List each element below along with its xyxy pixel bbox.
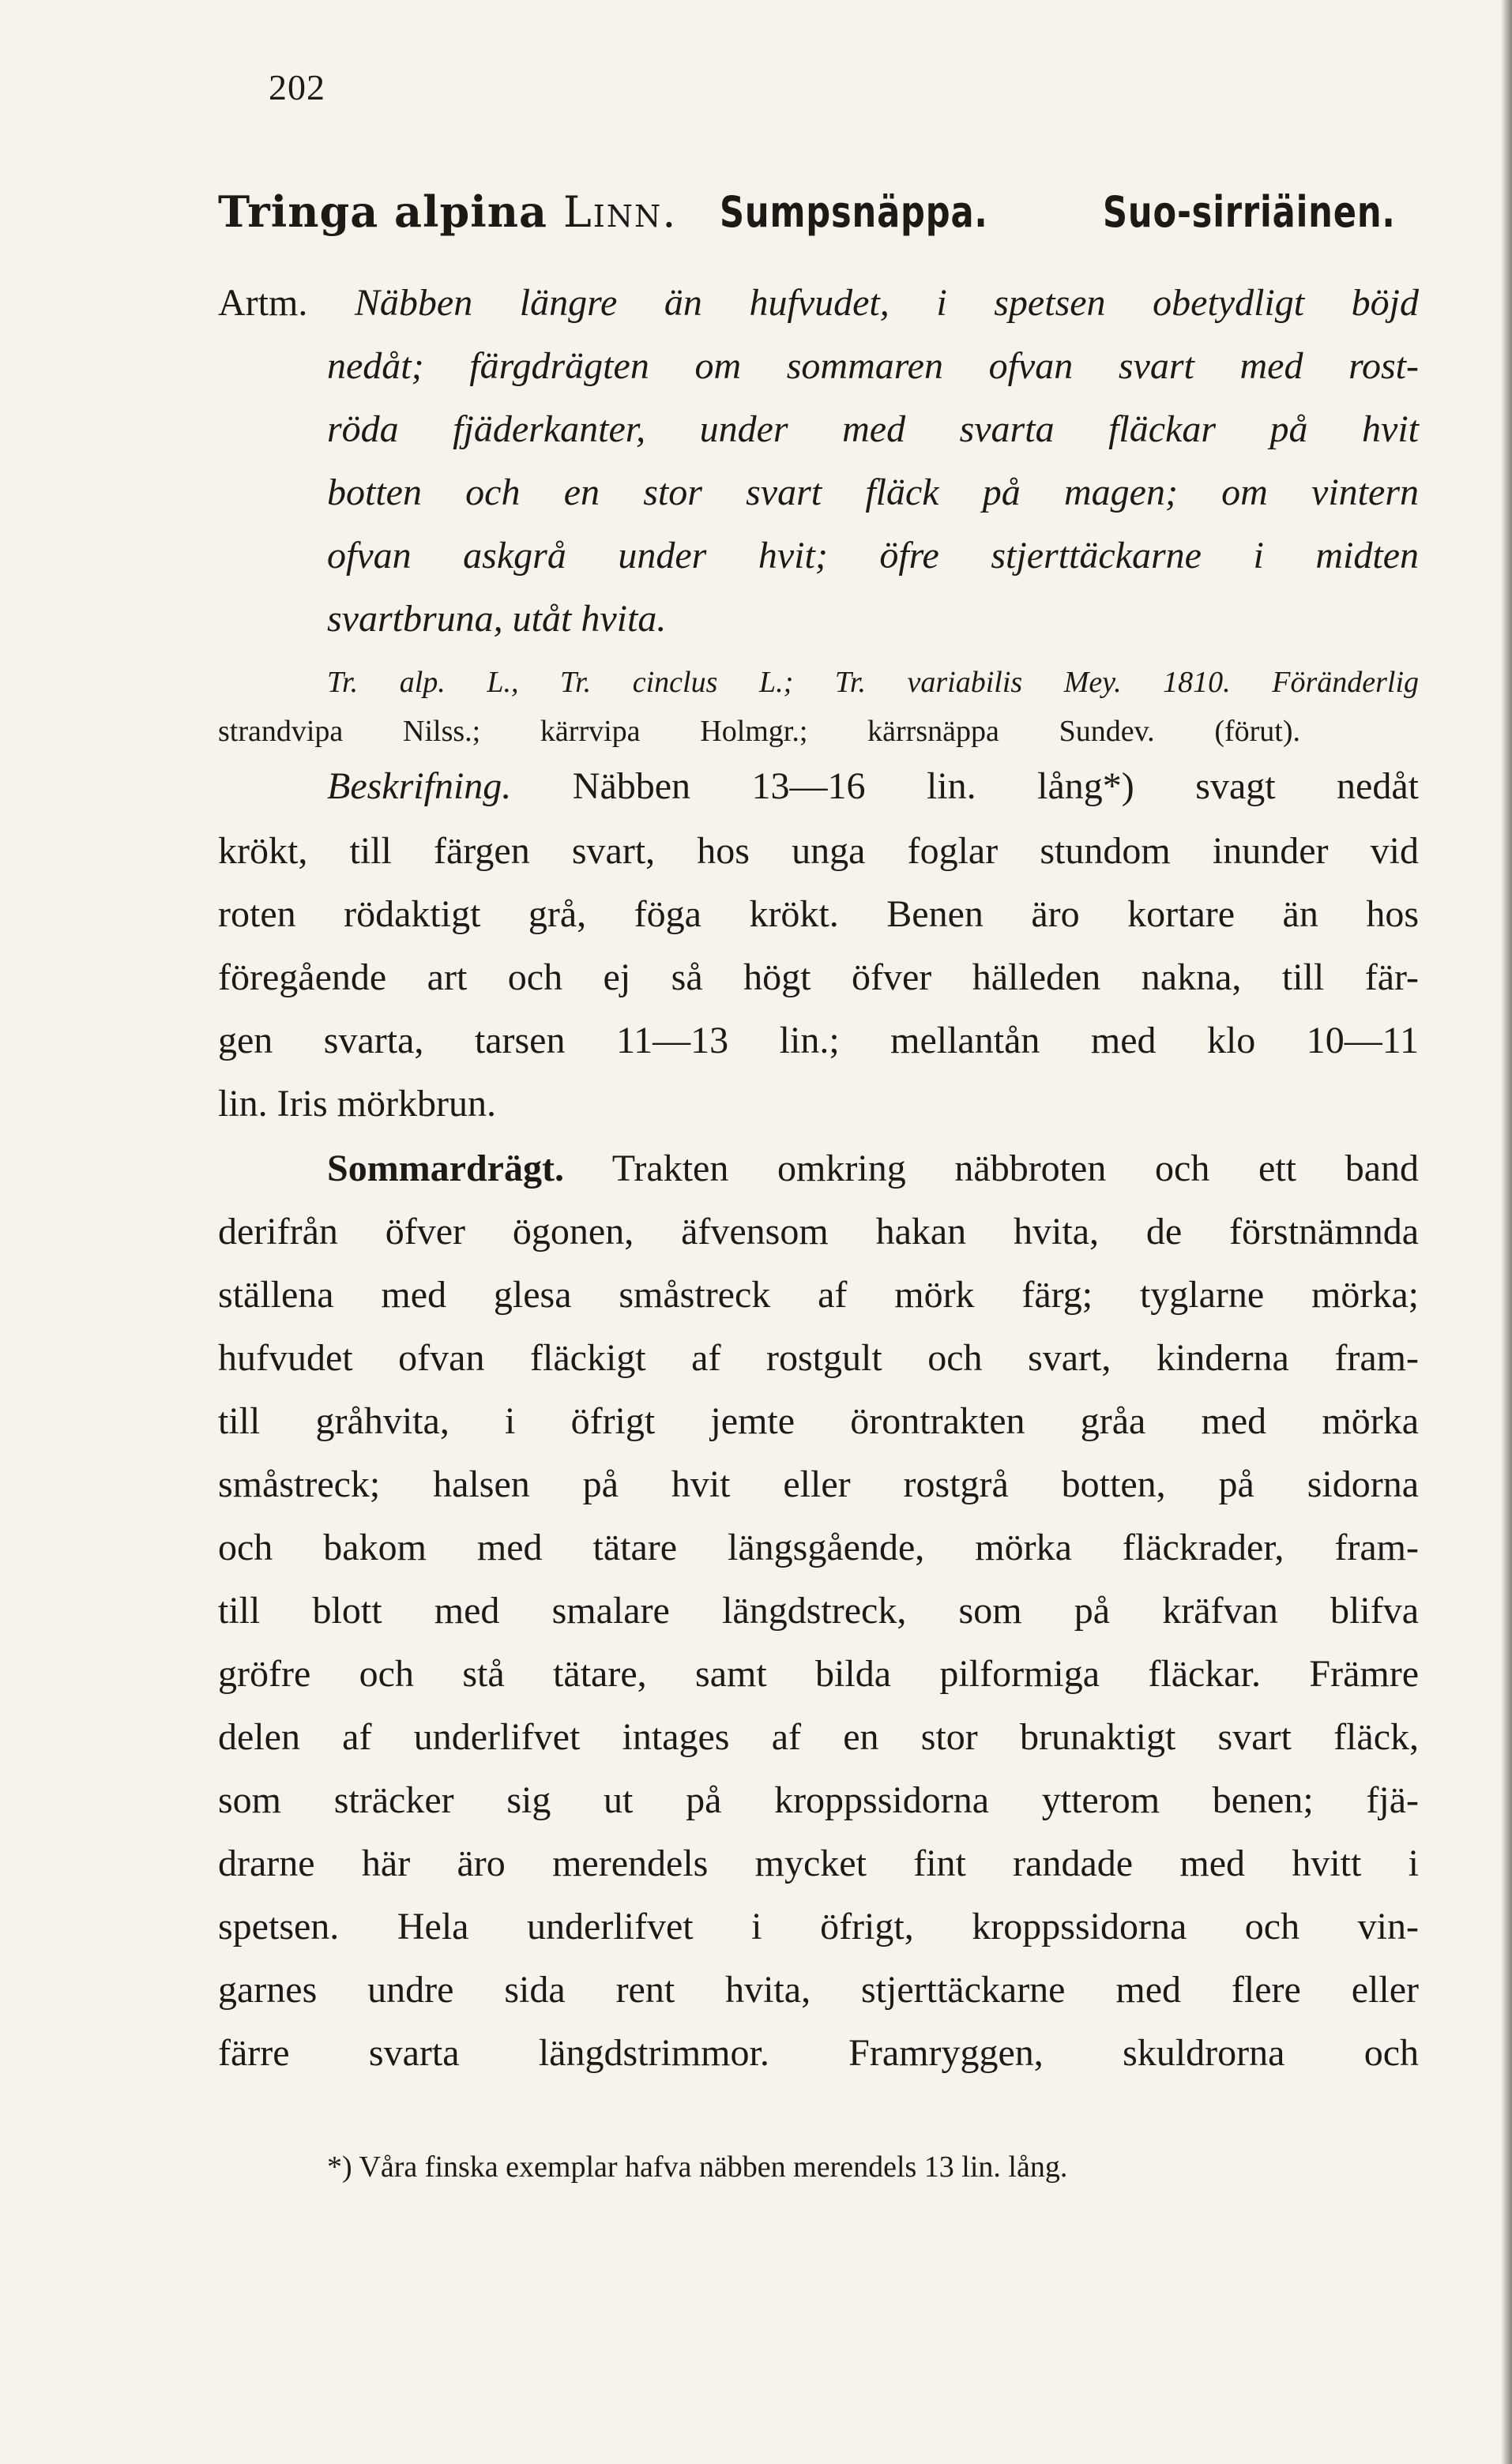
page-edge-shadow [1501, 0, 1512, 2464]
diagnosis-line-4: botten och en stor svart fläck på magen; om vintern [327, 471, 1419, 513]
summer-line-3: ställena med glesa småstreck af mörk färg; tyglarne mörka; [218, 1274, 1419, 1316]
diagnosis-text: Näbben längre än hufvudet, i spetsen obetydligt böjd [354, 282, 1419, 324]
species-heading [218, 186, 1435, 237]
summer-line-5: till gråhvita, i öfrigt jemte örontrakten gråa med mörka [218, 1400, 1419, 1442]
latin-name: Tringa alpina [218, 186, 548, 237]
description-line-2: krökt, till färgen svart, hos unga foglar stundom inunder vid [218, 830, 1419, 872]
diagnosis-line-1 [218, 281, 1419, 325]
synonyms-line-1: Tr. alp. L., Tr. cinclus L.; Tr. variabilis Mey. 1810. Föränderlig [327, 666, 1419, 699]
summer-label: Sommardrägt. [327, 1147, 564, 1189]
summer-line-7: och bakom med tätare längsgående, mörka fläckrader, fram- [218, 1527, 1419, 1568]
diagnosis-line-6: svartbruna, utåt hvita. [327, 598, 667, 640]
description-line-4: föregående art och ej så högt öfver hälleden nakna, till fär- [218, 956, 1419, 998]
diagnosis-label: Artm. [218, 282, 308, 324]
author-name: Linn. [562, 187, 678, 237]
description-line-6: lin. Iris mörkbrun. [218, 1083, 496, 1125]
summer-line-11: som sträcker sig ut på kroppssidorna ytterom benen; fjä- [218, 1779, 1419, 1821]
summer-line-13: spetsen. Hela underlifvet i öfrigt, kroppssidorna och vin- [218, 1906, 1419, 1948]
description-label: Beskrifning. [327, 765, 512, 807]
summer-line-10: delen af underlifvet intages af en stor brunaktigt svart fläck, [218, 1716, 1419, 1758]
diagnosis-line-3: röda fjäderkanter, under med svarta fläckar på hvit [327, 408, 1419, 450]
summer-text: Trakten omkring näbbroten och ett band [611, 1147, 1419, 1189]
finnish-name: Suo-sirriäinen. [1102, 187, 1396, 237]
description-line-5: gen svarta, tarsen 11—13 lin.; mellantån med klo 10—11 [218, 1020, 1419, 1061]
diagnosis-line-5: ofvan askgrå under hvit; öfre stjerttäckarne i midten [327, 535, 1419, 577]
page-number: 202 [269, 67, 325, 107]
summer-line-14: garnes undre sida rent hvita, stjerttäckarne med flere eller [218, 1969, 1419, 2011]
summer-line-2: derifrån öfver ögonen, äfvensom hakan hvita, de förstnämnda [218, 1211, 1419, 1253]
swedish-name: Sumpsnäppa. [720, 187, 989, 237]
description-line-1 [327, 764, 1419, 808]
summer-line-9: gröfre och stå tätare, samt bilda pilformiga fläckar. Främre [218, 1653, 1419, 1695]
summer-line-8: till blott med smalare längdstreck, som på kräfvan blifva [218, 1590, 1419, 1632]
synonyms-line-2: strandvipa Nilss.; kärrvipa Holmgr.; kärrsnäppa Sundev. (förut). [218, 715, 1300, 748]
footnote: *) Våra finska exemplar hafva näbben merendels 13 lin. lång. [327, 2150, 1068, 2184]
summer-line-15: färre svarta längdstrimmor. Framryggen, skuldrorna och [218, 2032, 1419, 2074]
description-text: Näbben 13—16 lin. lång*) svagt nedåt [572, 765, 1419, 807]
diagnosis-line-2: nedåt; färgdrägten om sommaren ofvan svart med rost- [327, 345, 1419, 387]
summer-line-4: hufvudet ofvan fläckigt af rostgult och svart, kinderna fram- [218, 1337, 1419, 1379]
summer-line-1 [327, 1147, 1419, 1190]
summer-line-12: drarne här äro merendels mycket fint randade med hvitt i [218, 1842, 1419, 1884]
description-line-3: roten rödaktigt grå, föga krökt. Benen äro kortare än hos [218, 893, 1419, 935]
summer-line-6: småstreck; halsen på hvit eller rostgrå botten, på sidorna [218, 1463, 1419, 1505]
